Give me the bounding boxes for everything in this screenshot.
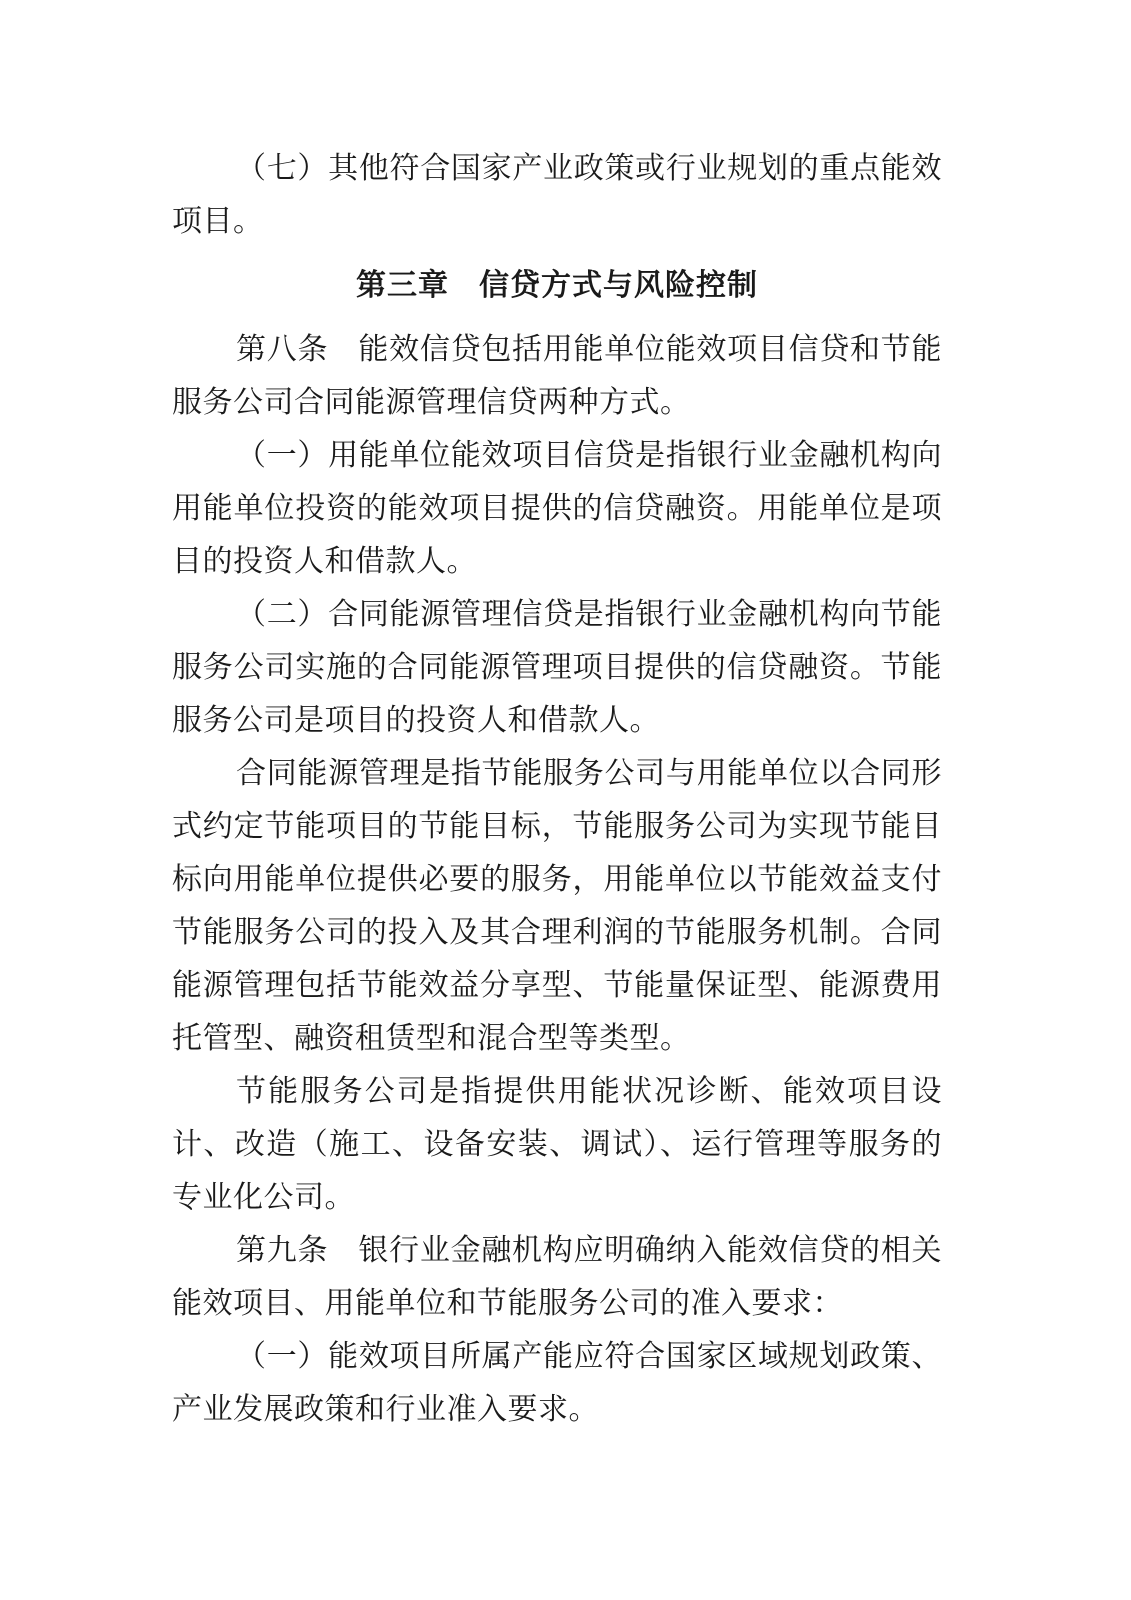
paragraph-esco-definition: 节能服务公司是指提供用能状况诊断、能效项目设计、改造（施工、设备安装、调试）、运行管理等服务的专业化公司。	[172, 1074, 942, 1215]
chapter-number: 第三章	[356, 268, 449, 303]
article-8-text: 能效信贷包括用能单位能效项目信贷和节能服务公司合同能源管理信贷两种方式。	[172, 332, 943, 420]
chapter-heading	[172, 259, 942, 312]
article-9	[172, 1224, 942, 1330]
paragraph-item-1-energy-user-credit: （一）用能单位能效项目信贷是指银行业金融机构向用能单位投资的能效项目提供的信贷融资。用能单位是项目的投资人和借款人。	[172, 438, 942, 579]
paragraph-item-7: （七）其他符合国家产业政策或行业规划的重点能效项目。	[172, 151, 942, 239]
paragraph-article-9-item-1: （一）能效项目所属产能应符合国家区域规划政策、产业发展政策和行业准入要求。	[172, 1339, 942, 1427]
document-body	[172, 142, 942, 1436]
paragraph-contract-energy-definition: 合同能源管理是指节能服务公司与用能单位以合同形式约定节能项目的节能目标，节能服务公司为实现节能目标向用能单位提供必要的服务，用能单位以节能效益支付节能服务公司的投入及其合理利润的节能服务机制。合同能源管理包括节能效益分享型、节能量保证型、能源费用托管型、融资租赁型和混合型等类型。	[172, 756, 942, 1056]
article-8-label: 第八条	[236, 332, 329, 367]
chapter-name: 信贷方式与风险控制	[479, 268, 758, 303]
paragraph-item-2-contract-energy-credit: （二）合同能源管理信贷是指银行业金融机构向节能服务公司实施的合同能源管理项目提供的信贷融资。节能服务公司是项目的投资人和借款人。	[172, 597, 942, 738]
article-8	[172, 323, 942, 429]
article-9-text: 银行业金融机构应明确纳入能效信贷的相关能效项目、用能单位和节能服务公司的准入要求：	[172, 1233, 943, 1321]
article-9-label: 第九条	[236, 1233, 329, 1268]
